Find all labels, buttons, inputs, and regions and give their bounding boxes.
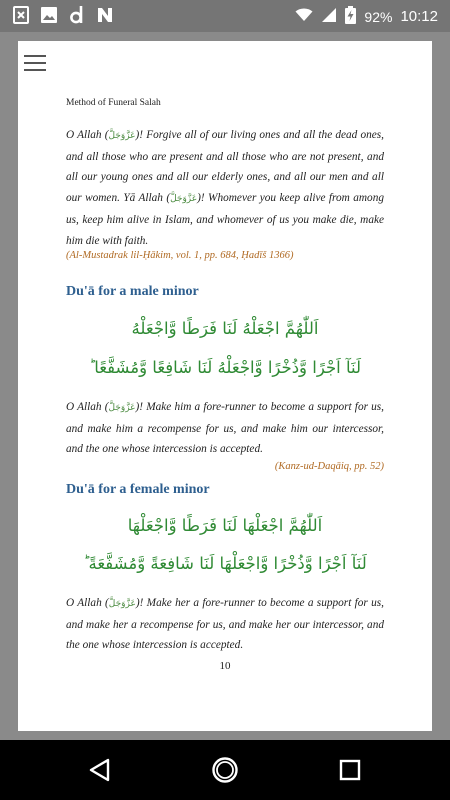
paragraph-dua-adults: O Allah (عَزَّوَجَلَّ)! Forgive all of our living ones and all the dead ones, and all those who are present and all those who are not present, and all our young ones and all our elderly ones, and all our men and all our women. Yā Allah (عَزَّوَجَلَّ)! Whomever you keep alive from among us, keep him alive in Islam, and whomever of us you make die, make him die with faith. (66, 129, 384, 247)
honorific: عَزَّوَجَلَّ (108, 131, 136, 141)
home-button[interactable] (210, 755, 240, 785)
notification-icons (12, 5, 114, 25)
close-box-icon (12, 5, 30, 25)
image-icon (40, 5, 58, 25)
honorific: عَزَّوَجَلَّ (108, 403, 136, 413)
battery-charging-icon (345, 6, 356, 27)
recents-button[interactable] (335, 755, 365, 785)
status-bar (0, 0, 450, 32)
heading-male-minor: Du'ā for a male minor (66, 284, 199, 299)
clock: 10:12 (400, 8, 438, 25)
navigation-bar (0, 740, 450, 800)
wifi-icon (295, 8, 313, 25)
home-icon (211, 756, 239, 784)
menu-icon[interactable] (24, 55, 48, 75)
battery-percent: 92% (364, 8, 393, 25)
back-icon (89, 758, 111, 782)
d-app-icon (68, 5, 86, 25)
running-head: Method of Funeral Salah (66, 98, 161, 108)
document-page[interactable] (18, 41, 432, 731)
back-button[interactable] (85, 755, 115, 785)
honorific: عَزَّوَجَلَّ (170, 194, 198, 205)
arabic-female-line-2: لَنَآ اَجْرًا وَّذُخْرًا وَّاجْعَلْهَا لَنَا شَافِعَةً وَّمُشَفَّعَةً ؕ (83, 554, 367, 573)
paragraph-dua-female: O Allah (عَزَّوَجَلَّ)! Make her a fore-runner to become a support for us, and make her a recompense for us, and make her our intercessor, and the one whose intercession is accepted. (66, 597, 384, 652)
honorific: عَزَّوَجَلَّ (108, 599, 136, 609)
reference-hakim: (Al-Mustadrak lil-Ḥākim, vol. 1, pp. 684, Ḥadīš 1366) (66, 250, 294, 261)
n-app-icon (96, 5, 114, 25)
arabic-female-line-1: اَللّٰهُمَّ اجْعَلْهَا لَنَا فَرَطًا وَّاجْعَلْهَا (127, 516, 323, 535)
recents-icon (339, 759, 361, 781)
signal-icon (321, 7, 337, 26)
paragraph-dua-male: O Allah (عَزَّوَجَلَّ)! Make him a fore-runner to become a support for us, and make him a recompense for us, and make him our intercessor, and the one whose intercession is accepted. (66, 401, 384, 456)
page-number: 10 (219, 660, 231, 672)
heading-female-minor: Du'ā for a female minor (66, 482, 210, 497)
reference-kanz: (Kanz-ud-Daqāiq, pp. 52) (274, 461, 384, 472)
arabic-male-line-2: لَنَآ اَجْرًا وَّذُخْرًا وَّاجْعَلْهُ لَنَا شَافِعًا وَّمُشَفَّعًا ؕ (88, 358, 362, 377)
system-status (295, 6, 438, 27)
arabic-male-line-1: اَللّٰهُمَّ اجْعَلْهُ لَنَا فَرَطًا وَّاجْعَلْهُ (131, 319, 319, 338)
